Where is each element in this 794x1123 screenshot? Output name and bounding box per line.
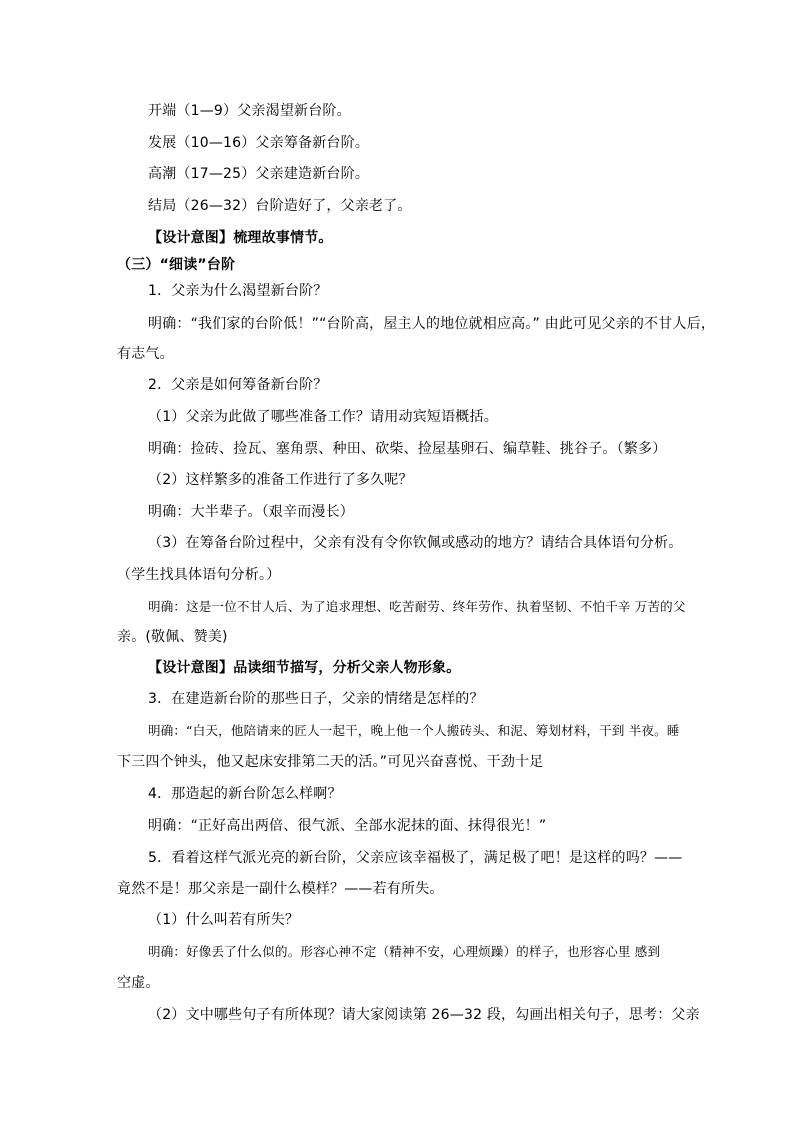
question-1: 1．父亲为什么渴望新台阶？	[148, 283, 328, 299]
answer-5-1-line-2: 空虚。	[117, 975, 160, 991]
answer-2-2: 明确：大半辈子。（艰辛而漫长）	[148, 504, 354, 520]
subquestion-2-2: （2）这样繁多的准备工作进行了多久呢？	[148, 472, 413, 488]
question-4: 4．那造起的新台阶怎么样啊？	[148, 786, 342, 802]
paragraph-opening: 开端（1—9）父亲渴望新台阶。	[148, 103, 351, 119]
paragraph-climax: 高潮（17—25）父亲建造新台阶。	[148, 166, 370, 182]
answer-1-line-1: 明确：“我们家的台阶低！”“台阶高，屋主人的地位就相应高。” 由此可见父亲的不甘人后，	[148, 316, 716, 332]
answer-2-3-line-1: 明确：这是一位不甘人后、为了追求理想、吃苦耐劳、终年劳作、执着坚韧、不怕千辛 万苦的父	[148, 599, 686, 614]
student-analysis-note: （学生找具体语句分析。）	[117, 567, 281, 583]
design-intent-character: 【设计意图】品读细节描写，分析父亲人物形象。	[148, 660, 461, 676]
subquestion-5-2: （2）文中哪些句子有所体现？请大家阅读第 26—32 段，勾画出相关句子，思考：父亲	[148, 1007, 700, 1023]
subquestion-2-1: （1）父亲为此做了哪些准备工作？请用动宾短语概括。	[148, 409, 498, 425]
paragraph-development: 发展（10—16）父亲筹备新台阶。	[148, 135, 370, 151]
answer-2-1: 明确：捡砖、捡瓦、塞角票、种田、砍柴、捡屋基卵石、编草鞋、挑谷子。（繁多）	[148, 441, 667, 457]
question-5-line-2: 竟然不是！那父亲是一副什么模样？——若有所失。	[117, 881, 444, 897]
answer-1-line-2: 有志气。	[117, 346, 174, 362]
answer-3-line-2: 下三四个钟头，他又起床安排第二天的活。”可见兴奋喜悦、干劲十足	[117, 754, 544, 770]
answer-3-line-1: 明确：“白天，他陪请来的匠人一起干，晚上他一个人搬砖头、和泥、筹划材料，干到 半夜。睡	[148, 723, 680, 738]
paragraph-ending: 结局（26—32）台阶造好了，父亲老了。	[148, 198, 412, 214]
question-2: 2．父亲是如何筹备新台阶？	[148, 377, 328, 393]
answer-2-3-line-2: 亲。(敬佩、赞美)	[117, 629, 228, 645]
answer-4: 明确：“正好高出两倍、很气派、全部水泥抹的面、抹得很光！”	[148, 818, 547, 834]
question-3: 3．在建造新台阶的那些日子，父亲的情绪是怎样的？	[148, 691, 484, 707]
answer-5-1-line-1: 明确：好像丢了什么似的。形容心神不定（精神不安，心理烦躁）的样子，也形容心里 感到	[148, 944, 661, 959]
section-heading: （三）“细读”台阶	[117, 257, 236, 273]
design-intent-heading: 【设计意图】梳理故事情节。	[148, 230, 333, 246]
subquestion-2-3: （3）在筹备台阶过程中，父亲有没有令你钦佩或感动的地方？请结合具体语句分析。	[148, 535, 683, 551]
question-5-line-1: 5．看着这样气派光亮的新台阶，父亲应该幸福极了，满足极了吧！是这样的吗？——	[148, 850, 683, 866]
subquestion-5-1: （1）什么叫若有所失？	[148, 912, 300, 928]
